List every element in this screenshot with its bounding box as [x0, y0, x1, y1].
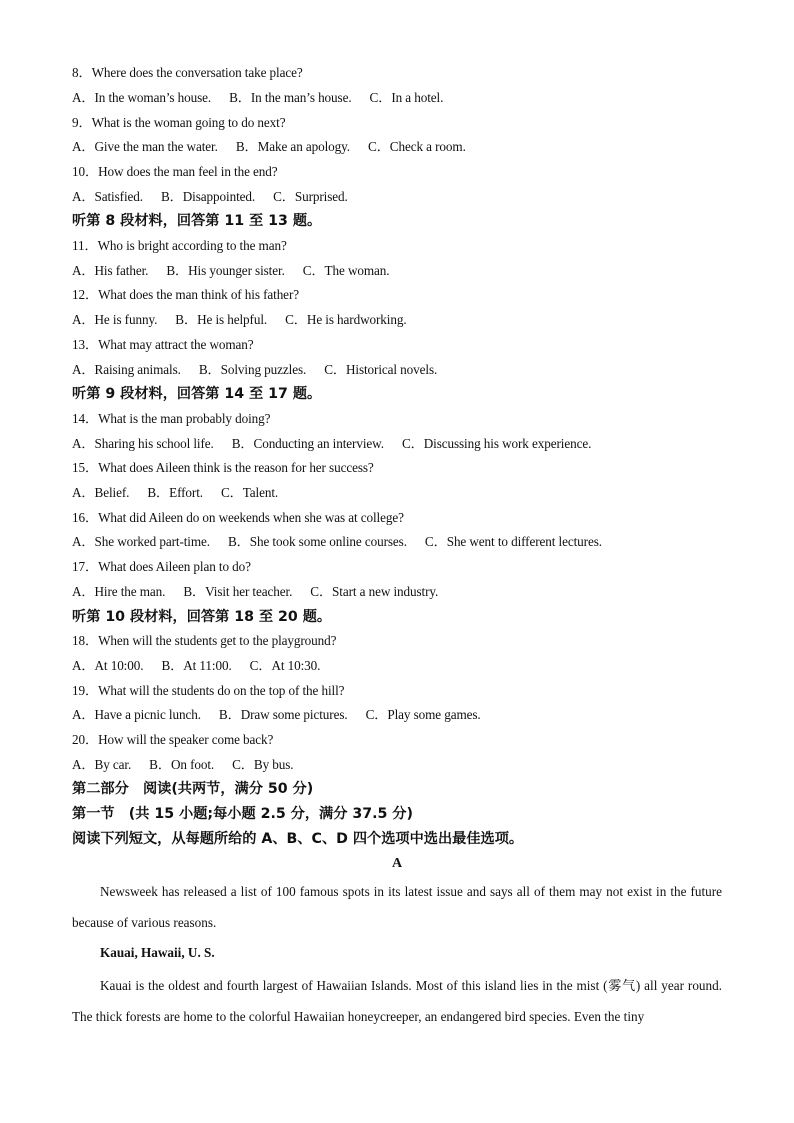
option-c: C．By bus. — [232, 757, 294, 772]
question-9-stem: 9．What is the woman going to do next? — [72, 115, 286, 130]
section-heading-8: 听第 8 段材料，回答第 11 至 13 题。 — [72, 213, 322, 229]
option-c: C．Check a room. — [368, 139, 466, 154]
option-a: A．Give the man the water. — [72, 139, 218, 154]
question-13-options — [72, 361, 437, 379]
kauai-paragraph: Kauai is the oldest and fourth largest of Hawaiian Islands. Most of this island lies in the mist (雾气) all year round. The thick forests are home to the colorful Hawaiian honeycreeper, an endangered bird species. Even the tiny — [72, 978, 722, 1024]
question-13-stem: 13．What may attract the woman? — [72, 337, 254, 352]
option-b: B．Make an apology. — [235, 139, 351, 154]
option-a: A．She worked part-time. — [72, 534, 210, 549]
question-17-options — [72, 583, 438, 601]
option-a: A．In the woman’s house. — [72, 90, 212, 105]
question-18-options — [72, 657, 320, 675]
option-a: A．Hire the man. — [72, 584, 166, 599]
question-11-options — [72, 262, 389, 280]
question-14-options — [72, 435, 591, 453]
option-b: B．At 11:00. — [161, 658, 232, 673]
question-14-stem: 14．What is the man probably doing? — [72, 411, 271, 426]
option-b: B．Visit her teacher. — [183, 584, 293, 599]
question-19-options — [72, 706, 481, 724]
option-a: A．Have a picnic lunch. — [72, 707, 201, 722]
reading-instruction: 阅读下列短文，从每题所给的 A、B、C、D 四个选项中选出最佳选项。 — [72, 831, 524, 847]
option-c: C．Discussing his work experience. — [401, 436, 592, 451]
question-8-options — [72, 89, 443, 107]
option-c: C．He is hardworking. — [285, 312, 407, 327]
question-16-stem: 16．What did Aileen do on weekends when she was at college? — [72, 510, 404, 525]
option-a: A．At 10:00. — [72, 658, 144, 673]
question-20-options — [72, 756, 294, 774]
option-b: B．He is helpful. — [175, 312, 268, 327]
option-c: C．Start a new industry. — [310, 584, 439, 599]
question-11-stem: 11．Who is bright according to the man? — [72, 238, 287, 253]
question-8-stem: 8．Where does the conversation take place? — [72, 65, 303, 80]
question-9-options — [72, 138, 466, 156]
question-10-stem: 10．How does the man feel in the end? — [72, 164, 278, 179]
option-c: C．Historical novels. — [324, 362, 438, 377]
passage-label: A — [391, 856, 402, 871]
option-b: B．Conducting an interview. — [231, 436, 384, 451]
question-10-options — [72, 188, 348, 206]
option-b: B．In the man’s house. — [229, 90, 352, 105]
option-c: C．Talent. — [220, 485, 279, 500]
option-b: B．Disappointed. — [160, 189, 256, 204]
question-17-stem: 17．What does Aileen plan to do? — [72, 559, 251, 574]
option-c: C．Surprised. — [273, 189, 348, 204]
option-a: A．He is funny. — [72, 312, 158, 327]
place-title: Kauai, Hawaii, U. S. — [100, 945, 215, 960]
option-b: B．She took some online courses. — [227, 534, 407, 549]
option-a: A．Sharing his school life. — [72, 436, 214, 451]
question-12-options — [72, 311, 407, 329]
question-19-stem: 19．What will the students do on the top of the hill? — [72, 683, 345, 698]
passage-intro: Newsweek has released a list of 100 famous spots in its latest issue and says all of them may not exist in the future because of various reasons. — [72, 884, 722, 930]
section-heading-9: 听第 9 段材料，回答第 14 至 17 题。 — [72, 386, 322, 402]
option-b: B．On foot. — [149, 757, 215, 772]
option-b: B．Solving puzzles. — [198, 362, 307, 377]
option-a: A．Belief. — [72, 485, 130, 500]
question-18-stem: 18．When will the students get to the playground? — [72, 633, 337, 648]
option-c: C．In a hotel. — [369, 90, 444, 105]
question-15-options — [72, 484, 278, 502]
option-b: B．Effort. — [147, 485, 203, 500]
question-16-options — [72, 533, 602, 551]
option-c: C．She went to different lectures. — [424, 534, 602, 549]
option-a: A．His father. — [72, 263, 149, 278]
question-15-stem: 15．What does Aileen think is the reason for her success? — [72, 460, 374, 475]
option-c: C．Play some games. — [365, 707, 481, 722]
question-12-stem: 12．What does the man think of his father? — [72, 287, 299, 302]
option-b: B．His younger sister. — [166, 263, 285, 278]
option-c: C．At 10:30. — [249, 658, 321, 673]
section-title: 第一节 (共 15 小题;每小题 2.5 分，满分 37.5 分) — [72, 806, 413, 822]
part-title: 第二部分 阅读(共两节，满分 50 分) — [72, 781, 314, 797]
section-heading-10: 听第 10 段材料，回答第 18 至 20 题。 — [72, 609, 332, 625]
option-c: C．The woman. — [302, 263, 390, 278]
question-20-stem: 20．How will the speaker come back? — [72, 732, 274, 747]
option-a: A．By car. — [72, 757, 132, 772]
option-a: A．Raising animals. — [72, 362, 181, 377]
option-b: B．Draw some pictures. — [218, 707, 348, 722]
option-a: A．Satisfied. — [72, 189, 143, 204]
